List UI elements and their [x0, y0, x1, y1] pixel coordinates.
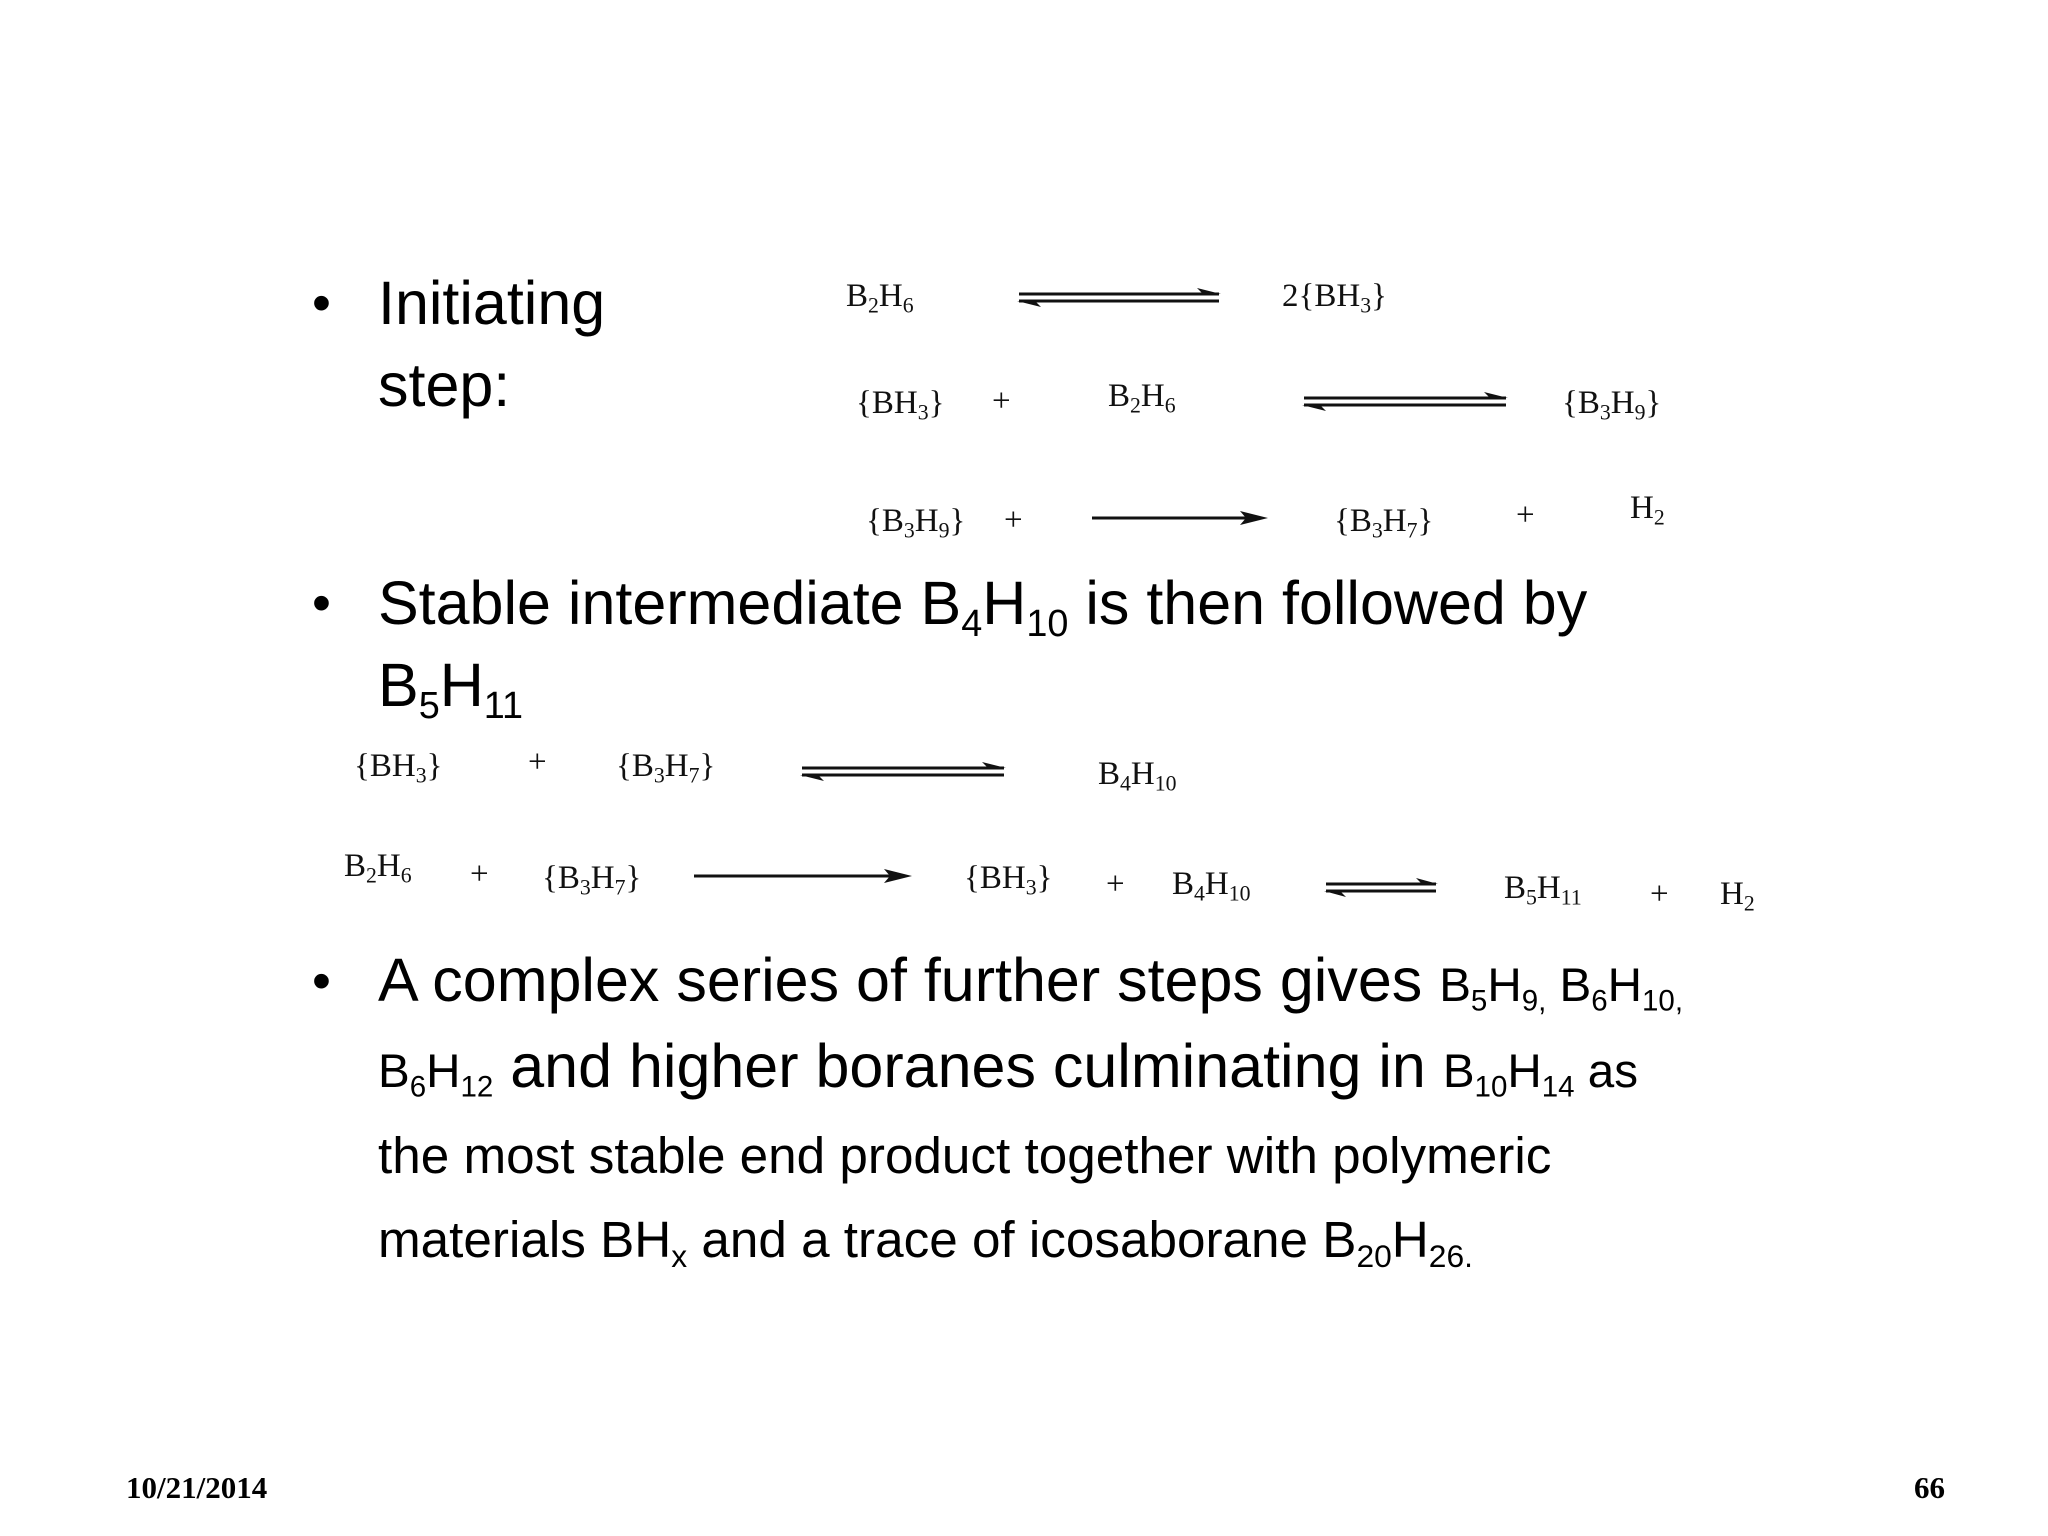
bullet-text: [378, 562, 1748, 726]
subscript: x: [671, 1238, 688, 1275]
r2-left1: $\{BH_3\}$: [856, 385, 945, 425]
bullet-text: Initiating step:: [378, 269, 606, 419]
text-run: B: [378, 651, 419, 719]
text-run: H: [1507, 1045, 1542, 1098]
subscript: 9,: [1521, 984, 1547, 1018]
text-run: is then followed by: [1068, 569, 1588, 637]
r5-plus1: +: [470, 856, 489, 892]
r5-right1: $B_5H_{11}$: [1504, 870, 1582, 910]
formula: [1442, 1045, 1638, 1104]
text-run: H: [426, 1045, 461, 1098]
footer-page-number: 66: [1914, 1470, 1945, 1505]
r1-left: $B_2H_6$: [846, 278, 914, 318]
r4-right: $B_4H_{10}$: [1098, 756, 1177, 796]
text-run: H: [1487, 959, 1522, 1012]
r4-left2: $\{B_3H_7\}$: [616, 748, 716, 788]
r3-plus1: +: [1004, 502, 1023, 538]
r5-mid1: $\{BH_3\}$: [964, 860, 1053, 900]
r3-right1: $\{B_3H_7\}$: [1334, 503, 1434, 543]
r2-right: $\{B_3H_9\}$: [1562, 385, 1662, 425]
text-run: H: [982, 569, 1027, 637]
r5-equilibrium-arrow: [1322, 876, 1442, 900]
subscript: 26.: [1428, 1238, 1473, 1275]
text-run: and higher boranes culminating in: [493, 1032, 1443, 1100]
text-run: A complex series of further steps gives: [378, 946, 1440, 1014]
subscript: 5: [418, 685, 440, 728]
r5-left2: $\{B_3H_7\}$: [542, 860, 642, 900]
bullet-dot: •: [312, 273, 331, 333]
r2-plus: +: [992, 383, 1011, 419]
r3-plus2: +: [1516, 497, 1535, 533]
subscript: 10: [1026, 603, 1069, 646]
bullet-dot: •: [312, 951, 331, 1011]
bullet-dot: •: [312, 573, 331, 633]
r5-plus2: +: [1106, 866, 1125, 902]
subscript: 14: [1541, 1070, 1575, 1104]
subscript: 11: [483, 685, 524, 728]
r3-right2: $H_2$: [1630, 490, 1665, 530]
footer-date: 10/21/2014: [126, 1470, 268, 1505]
subscript: 6: [1591, 984, 1608, 1018]
r3-forward-arrow: [1090, 508, 1270, 528]
text-line: [378, 1211, 1473, 1275]
bullet-text: [378, 940, 1748, 1280]
text-run: B: [1439, 959, 1471, 1012]
subscript: 20: [1356, 1238, 1392, 1275]
r3-left1: $\{B_3H_9\}$: [866, 503, 966, 543]
subscript: 10: [1474, 1070, 1508, 1104]
text-run: B: [1546, 959, 1592, 1012]
text-run: as: [1574, 1045, 1638, 1098]
r5-right2: $H_2$: [1720, 876, 1755, 916]
r2-left2: $B_2H_6$: [1108, 378, 1176, 418]
r1-equilibrium-arrow: [1015, 286, 1225, 310]
subscript: 6: [409, 1070, 427, 1104]
formula: [378, 1045, 494, 1104]
r5-left1: $B_2H_6$: [344, 848, 412, 888]
subscript: 12: [460, 1070, 494, 1104]
r4-equilibrium-arrow: [798, 760, 1010, 784]
text-run: materials BH: [378, 1211, 672, 1268]
text-run: H: [1391, 1211, 1429, 1268]
r2-equilibrium-arrow: [1300, 390, 1512, 414]
r5-mid2: $B_4H_{10}$: [1172, 866, 1251, 906]
r5-plus3: +: [1650, 876, 1669, 912]
r5-forward-arrow: [692, 866, 914, 886]
text-run: H: [439, 651, 484, 719]
text-run: B: [378, 1045, 410, 1098]
subscript: 10,: [1642, 984, 1684, 1018]
text-run: B: [1442, 1045, 1475, 1098]
text-run: Stable intermediate B: [378, 569, 962, 637]
r1-right: $2\{BH_3\}$: [1282, 278, 1387, 318]
subscript: 5: [1470, 984, 1488, 1018]
r4-plus: +: [528, 744, 547, 780]
formula: [1439, 959, 1684, 1018]
text-run: H: [1607, 959, 1643, 1012]
subscript: 4: [961, 603, 983, 646]
text-run: the most stable end product together with polymeric: [378, 1127, 1552, 1184]
text-run: and a trace of icosaborane B: [687, 1211, 1357, 1268]
r4-left1: $\{BH_3\}$: [354, 748, 443, 788]
